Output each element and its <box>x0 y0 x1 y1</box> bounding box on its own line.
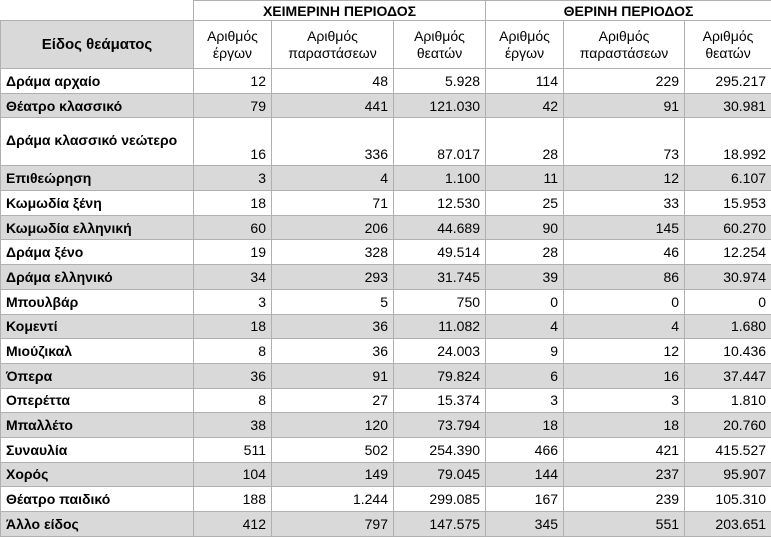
summer-performances-cell: 145 <box>564 215 685 240</box>
summer-works-cell: 345 <box>486 512 564 537</box>
summer-works-cell: 18 <box>486 413 564 438</box>
winter-viewers-cell: 12.530 <box>394 191 486 216</box>
summer-works-cell: 3 <box>486 388 564 413</box>
kind-cell: Δράμα αρχαίο <box>1 69 194 94</box>
summer-works-cell: 466 <box>486 437 564 462</box>
summer-performances-cell: 91 <box>564 93 685 118</box>
summer-performances-cell: 3 <box>564 388 685 413</box>
table-row <box>1 69 771 94</box>
summer-works-cell: 144 <box>486 462 564 487</box>
kind-cell: Χορός <box>1 462 194 487</box>
summer-viewers-cell: 37.447 <box>685 363 771 388</box>
summer-works-cell: 42 <box>486 93 564 118</box>
header-line: Αριθμός <box>307 28 358 44</box>
winter-viewers-cell: 147.575 <box>394 512 486 537</box>
winter-performances-cell: 441 <box>272 93 394 118</box>
summer-works-cell: 9 <box>486 339 564 364</box>
winter-works-cell: 12 <box>194 69 272 94</box>
table-row <box>1 487 771 512</box>
summer-viewers-cell: 15.953 <box>685 191 771 216</box>
table-body <box>1 69 771 537</box>
winter-viewers-cell: 49.514 <box>394 240 486 265</box>
winter-works-cell: 16 <box>194 118 272 166</box>
summer-performances-cell: 229 <box>564 69 685 94</box>
summer-viewers-cell: 30.974 <box>685 265 771 290</box>
winter-performances-cell: 36 <box>272 339 394 364</box>
table-row <box>1 413 771 438</box>
table-row <box>1 314 771 339</box>
winter-works-cell: 18 <box>194 191 272 216</box>
kind-cell: Δράμα ξένο <box>1 240 194 265</box>
kind-cell: Κωμωδία ξένη <box>1 191 194 216</box>
winter-works-cell: 38 <box>194 413 272 438</box>
kind-cell: Θέατρο παιδικό <box>1 487 194 512</box>
table-row <box>1 388 771 413</box>
summer-viewers-cell: 30.981 <box>685 93 771 118</box>
kind-cell: Οπερέττα <box>1 388 194 413</box>
summer-works-cell: 28 <box>486 118 564 166</box>
winter-viewers-cell: 254.390 <box>394 437 486 462</box>
kind-column-header: Είδος θεάματος <box>1 21 194 69</box>
header-blank-cell <box>1 1 194 21</box>
winter-viewers-cell: 11.082 <box>394 314 486 339</box>
winter-works-cell: 8 <box>194 339 272 364</box>
winter-performances-cell: 206 <box>272 215 394 240</box>
winter-viewers-cell: 44.689 <box>394 215 486 240</box>
table-row <box>1 512 771 537</box>
header-line: παραστάσεων <box>580 45 669 61</box>
summer-performances-cell: 12 <box>564 339 685 364</box>
header-line: Αριθμός <box>703 28 754 44</box>
table-row <box>1 363 771 388</box>
summer-works-cell: 90 <box>486 215 564 240</box>
header-line: Αριθμός <box>499 28 550 44</box>
summer-viewers-cell: 20.760 <box>685 413 771 438</box>
kind-cell: Δράμα ελληνικό <box>1 265 194 290</box>
summer-viewers-cell: 60.270 <box>685 215 771 240</box>
summer-performances-cell: 239 <box>564 487 685 512</box>
winter-viewers-cell: 1.100 <box>394 166 486 191</box>
summer-performances-cell: 46 <box>564 240 685 265</box>
winter-works-cell: 412 <box>194 512 272 537</box>
kind-cell: Όπερα <box>1 363 194 388</box>
winter-works-cell: 104 <box>194 462 272 487</box>
table-row <box>1 93 771 118</box>
table-row <box>1 118 771 166</box>
summer-viewers-cell: 18.992 <box>685 118 771 166</box>
winter-viewers-cell: 24.003 <box>394 339 486 364</box>
summer-works-cell: 28 <box>486 240 564 265</box>
summer-performances-cell: 551 <box>564 512 685 537</box>
summer-viewers-cell: 105.310 <box>685 487 771 512</box>
winter-works-cell: 60 <box>194 215 272 240</box>
summer-works-cell: 114 <box>486 69 564 94</box>
header-line: παραστάσεων <box>288 45 377 61</box>
winter-period-header: ΧΕΙΜΕΡΙΝΗ ΠΕΡΙΟΔΟΣ <box>194 1 486 21</box>
summer-performances-cell: 86 <box>564 265 685 290</box>
summer-viewers-cell: 95.907 <box>685 462 771 487</box>
winter-performances-cell: 328 <box>272 240 394 265</box>
summer-viewers-cell: 10.436 <box>685 339 771 364</box>
summer-performances-cell: 421 <box>564 437 685 462</box>
winter-performances-cell: 149 <box>272 462 394 487</box>
winter-performances-cell: 502 <box>272 437 394 462</box>
summer-works-header <box>486 21 564 69</box>
summer-viewers-cell: 203.651 <box>685 512 771 537</box>
winter-viewers-cell: 79.824 <box>394 363 486 388</box>
winter-performances-header <box>272 21 394 69</box>
summer-viewers-header <box>685 21 771 69</box>
winter-works-cell: 8 <box>194 388 272 413</box>
summer-works-cell: 4 <box>486 314 564 339</box>
winter-performances-cell: 797 <box>272 512 394 537</box>
winter-viewers-cell: 87.017 <box>394 118 486 166</box>
winter-viewers-cell: 15.374 <box>394 388 486 413</box>
winter-performances-cell: 91 <box>272 363 394 388</box>
winter-performances-cell: 71 <box>272 191 394 216</box>
summer-performances-cell: 18 <box>564 413 685 438</box>
winter-viewers-cell: 73.794 <box>394 413 486 438</box>
table-row <box>1 289 771 314</box>
table-row <box>1 166 771 191</box>
summer-performances-cell: 4 <box>564 314 685 339</box>
header-line: Αριθμός <box>207 28 258 44</box>
summer-performances-cell: 0 <box>564 289 685 314</box>
kind-cell: Άλλο είδος <box>1 512 194 537</box>
winter-works-cell: 19 <box>194 240 272 265</box>
winter-viewers-cell: 79.045 <box>394 462 486 487</box>
kind-cell: Μιούζικαλ <box>1 339 194 364</box>
winter-viewers-cell: 5.928 <box>394 69 486 94</box>
summer-performances-cell: 237 <box>564 462 685 487</box>
table-row <box>1 462 771 487</box>
header-line: έργων <box>505 45 544 61</box>
winter-works-header <box>194 21 272 69</box>
summer-works-cell: 11 <box>486 166 564 191</box>
header-line: Αριθμός <box>414 28 465 44</box>
winter-viewers-cell: 31.745 <box>394 265 486 290</box>
summer-works-cell: 167 <box>486 487 564 512</box>
header-line: θεατών <box>705 45 750 61</box>
winter-performances-cell: 1.244 <box>272 487 394 512</box>
table-row <box>1 191 771 216</box>
column-header-row <box>1 21 771 69</box>
winter-works-cell: 511 <box>194 437 272 462</box>
summer-works-cell: 39 <box>486 265 564 290</box>
summer-performances-cell: 12 <box>564 166 685 191</box>
winter-works-cell: 34 <box>194 265 272 290</box>
summer-works-cell: 0 <box>486 289 564 314</box>
kind-cell: Θέατρο κλασσικό <box>1 93 194 118</box>
summer-performances-cell: 33 <box>564 191 685 216</box>
winter-performances-cell: 293 <box>272 265 394 290</box>
winter-viewers-cell: 750 <box>394 289 486 314</box>
winter-performances-cell: 27 <box>272 388 394 413</box>
winter-performances-cell: 336 <box>272 118 394 166</box>
winter-performances-cell: 5 <box>272 289 394 314</box>
winter-performances-cell: 36 <box>272 314 394 339</box>
header-line: θεατών <box>417 45 462 61</box>
summer-viewers-cell: 0 <box>685 289 771 314</box>
kind-cell: Κομεντί <box>1 314 194 339</box>
header-line: Αριθμός <box>599 28 650 44</box>
winter-works-cell: 36 <box>194 363 272 388</box>
kind-cell: Μπουλβάρ <box>1 289 194 314</box>
summer-viewers-cell: 6.107 <box>685 166 771 191</box>
winter-works-cell: 3 <box>194 166 272 191</box>
winter-works-cell: 79 <box>194 93 272 118</box>
kind-cell: Συναυλία <box>1 437 194 462</box>
table-row <box>1 215 771 240</box>
summer-viewers-cell: 295.217 <box>685 69 771 94</box>
table-row <box>1 240 771 265</box>
summer-viewers-cell: 1.680 <box>685 314 771 339</box>
winter-performances-cell: 4 <box>272 166 394 191</box>
summer-performances-header <box>564 21 685 69</box>
winter-works-cell: 188 <box>194 487 272 512</box>
summer-viewers-cell: 415.527 <box>685 437 771 462</box>
winter-works-cell: 18 <box>194 314 272 339</box>
winter-viewers-header <box>394 21 486 69</box>
winter-performances-cell: 48 <box>272 69 394 94</box>
table-row <box>1 437 771 462</box>
period-header-row <box>1 1 771 21</box>
table-row <box>1 339 771 364</box>
kind-cell: Επιθεώρηση <box>1 166 194 191</box>
summer-performances-cell: 16 <box>564 363 685 388</box>
summer-works-cell: 25 <box>486 191 564 216</box>
kind-cell: Κωμωδία ελληνική <box>1 215 194 240</box>
header-line: έργων <box>213 45 252 61</box>
table-row <box>1 265 771 290</box>
summer-works-cell: 6 <box>486 363 564 388</box>
summer-period-header: ΘΕΡΙΝΗ ΠΕΡΙΟΔΟΣ <box>486 1 771 21</box>
winter-viewers-cell: 299.085 <box>394 487 486 512</box>
winter-works-cell: 3 <box>194 289 272 314</box>
summer-performances-cell: 73 <box>564 118 685 166</box>
summer-viewers-cell: 1.810 <box>685 388 771 413</box>
summer-viewers-cell: 12.254 <box>685 240 771 265</box>
kind-cell: Δράμα κλασσικό νεώτερο <box>1 118 194 166</box>
kind-cell: Μπαλλέτο <box>1 413 194 438</box>
winter-performances-cell: 120 <box>272 413 394 438</box>
winter-viewers-cell: 121.030 <box>394 93 486 118</box>
